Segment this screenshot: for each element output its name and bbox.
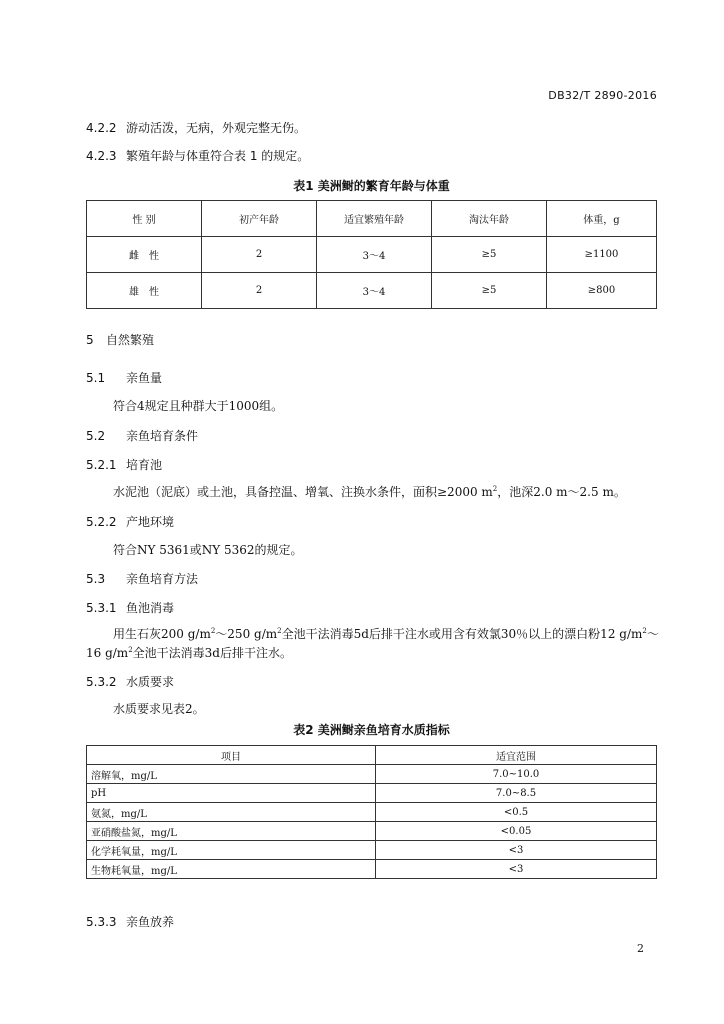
text-span: ～250 g/m — [215, 627, 278, 641]
section-5-2-1-text — [113, 484, 626, 500]
section-5-2-2-text: 符合NY 5361或NY 5362的规定。 — [113, 543, 303, 557]
text-span: 全池干法消毒5d后排干注水或用含有效氯30％以上的漂白粉12 g/m — [281, 627, 643, 641]
table2-header-cell: 项目 — [87, 746, 376, 765]
table2-header-row — [87, 746, 657, 765]
table1-cell: 3～4 — [317, 237, 432, 273]
text-span: 全池干法消毒3d后排干注水。 — [132, 646, 292, 660]
table1-cell: 3～4 — [317, 273, 432, 309]
table2-cell: 氨氮，mg/L — [87, 803, 376, 822]
section-5-3-3-heading — [86, 913, 174, 930]
section-number: 5.2.2 — [86, 515, 117, 529]
clause-4-2-2 — [86, 119, 306, 136]
table1-cell: ≥800 — [547, 273, 657, 309]
section-title: 亲鱼量 — [126, 371, 163, 385]
text-span: 水泥池（泥底）或土池，具备控温、增氧、注换水条件，面积≥2000 m — [113, 485, 493, 499]
table1-cell: ≥5 — [432, 237, 547, 273]
text-span: 用生石灰200 g/m — [113, 627, 211, 641]
clause-text: 繁殖年龄与体重符合表 1 的规定。 — [126, 149, 310, 163]
table1-cell: 2 — [202, 237, 317, 273]
section-number: 5 — [86, 333, 94, 347]
section-number: 5.3.1 — [86, 601, 117, 615]
section-title: 水质要求 — [126, 675, 175, 689]
section-number: 5.3.2 — [86, 675, 117, 689]
section-5-3-heading — [86, 570, 198, 587]
table1-cell: 雄 性 — [87, 273, 202, 309]
section-title: 自然繁殖 — [106, 333, 155, 347]
table2-cell: 溶解氧，mg/L — [87, 765, 376, 784]
section-number: 5.3.3 — [86, 915, 117, 929]
table2-cell: 7.0~10.0 — [376, 765, 657, 784]
superscript: 2 — [277, 627, 282, 635]
table1-header-cell: 性 别 — [87, 201, 202, 237]
clause-number: 4.2.3 — [86, 149, 117, 163]
section-5-3-1-line-2 — [86, 645, 292, 661]
table2-header-cell: 适宜范围 — [376, 746, 657, 765]
section-5-3-2-text: 水质要求见表2。 — [113, 702, 205, 716]
section-number: 5.2.1 — [86, 458, 117, 472]
text-span: 16 g/m — [86, 646, 129, 660]
table1-cell: ≥1100 — [547, 237, 657, 273]
table-row — [87, 273, 657, 309]
table-row — [87, 765, 657, 784]
table2-cell: <0.5 — [376, 803, 657, 822]
table-row — [87, 784, 657, 803]
section-5-3-2-heading — [86, 673, 174, 690]
section-title: 亲鱼培育方法 — [126, 572, 199, 586]
section-5-heading — [86, 331, 154, 348]
section-5-1-text: 符合4规定且种群大于1000组。 — [113, 399, 284, 413]
section-title: 亲鱼放养 — [126, 915, 175, 929]
section-title: 培育池 — [126, 458, 163, 472]
table1 — [86, 200, 657, 309]
table2-cell: 生物耗氧量，mg/L — [87, 860, 376, 879]
section-5-2-heading — [86, 427, 198, 444]
table-row — [87, 803, 657, 822]
section-number: 5.3 — [86, 572, 106, 586]
superscript: 2 — [128, 646, 133, 654]
text-span: ～ — [646, 627, 659, 641]
table1-header-cell: 初产年龄 — [202, 201, 317, 237]
table2 — [86, 745, 657, 879]
page-number: 2 — [637, 942, 644, 955]
section-5-2-2-heading — [86, 513, 174, 530]
table1-cell: ≥5 — [432, 273, 547, 309]
table2-caption: 表2 美洲鲥亲鱼培育水质指标 — [293, 723, 450, 737]
table1-caption: 表1 美洲鲥的繁育年龄与体重 — [293, 179, 450, 193]
table-row — [87, 841, 657, 860]
table2-cell: <0.05 — [376, 822, 657, 841]
table2-cell: 化学耗氧量，mg/L — [87, 841, 376, 860]
clause-4-2-3 — [86, 147, 309, 164]
table1-header-cell: 淘汰年龄 — [432, 201, 547, 237]
section-number: 5.2 — [86, 429, 106, 443]
section-title: 产地环境 — [126, 515, 175, 529]
table1-header-cell: 体重，g — [547, 201, 657, 237]
section-5-1-heading — [86, 369, 162, 386]
section-title: 鱼池消毒 — [126, 601, 175, 615]
section-5-2-1-heading — [86, 456, 162, 473]
table1-header-cell: 适宜繁殖年龄 — [317, 201, 432, 237]
section-title: 亲鱼培育条件 — [126, 429, 199, 443]
table-row — [87, 237, 657, 273]
superscript: 2 — [210, 627, 216, 635]
table2-cell: 7.0~8.5 — [376, 784, 657, 803]
table1-cell: 雌 性 — [87, 237, 202, 273]
clause-text: 游动活泼，无病，外观完整无伤。 — [126, 121, 307, 135]
table2-cell: 亚硝酸盐氮，mg/L — [87, 822, 376, 841]
section-5-3-1-line-1 — [113, 626, 659, 642]
text-span: ，池深2.0 m～2.5 m。 — [497, 485, 626, 499]
clause-number: 4.2.2 — [86, 121, 117, 135]
table1-cell: 2 — [202, 273, 317, 309]
table2-cell: <3 — [376, 860, 657, 879]
table1-header-row — [87, 201, 657, 237]
superscript: 2 — [492, 485, 498, 493]
table-row — [87, 822, 657, 841]
table-row — [87, 860, 657, 879]
table2-cell: pH — [87, 784, 376, 803]
section-number: 5.1 — [86, 371, 106, 385]
section-5-3-1-heading — [86, 599, 174, 616]
table2-cell: <3 — [376, 841, 657, 860]
document-code: DB32/T 2890-2016 — [548, 89, 657, 102]
superscript: 2 — [642, 627, 647, 635]
